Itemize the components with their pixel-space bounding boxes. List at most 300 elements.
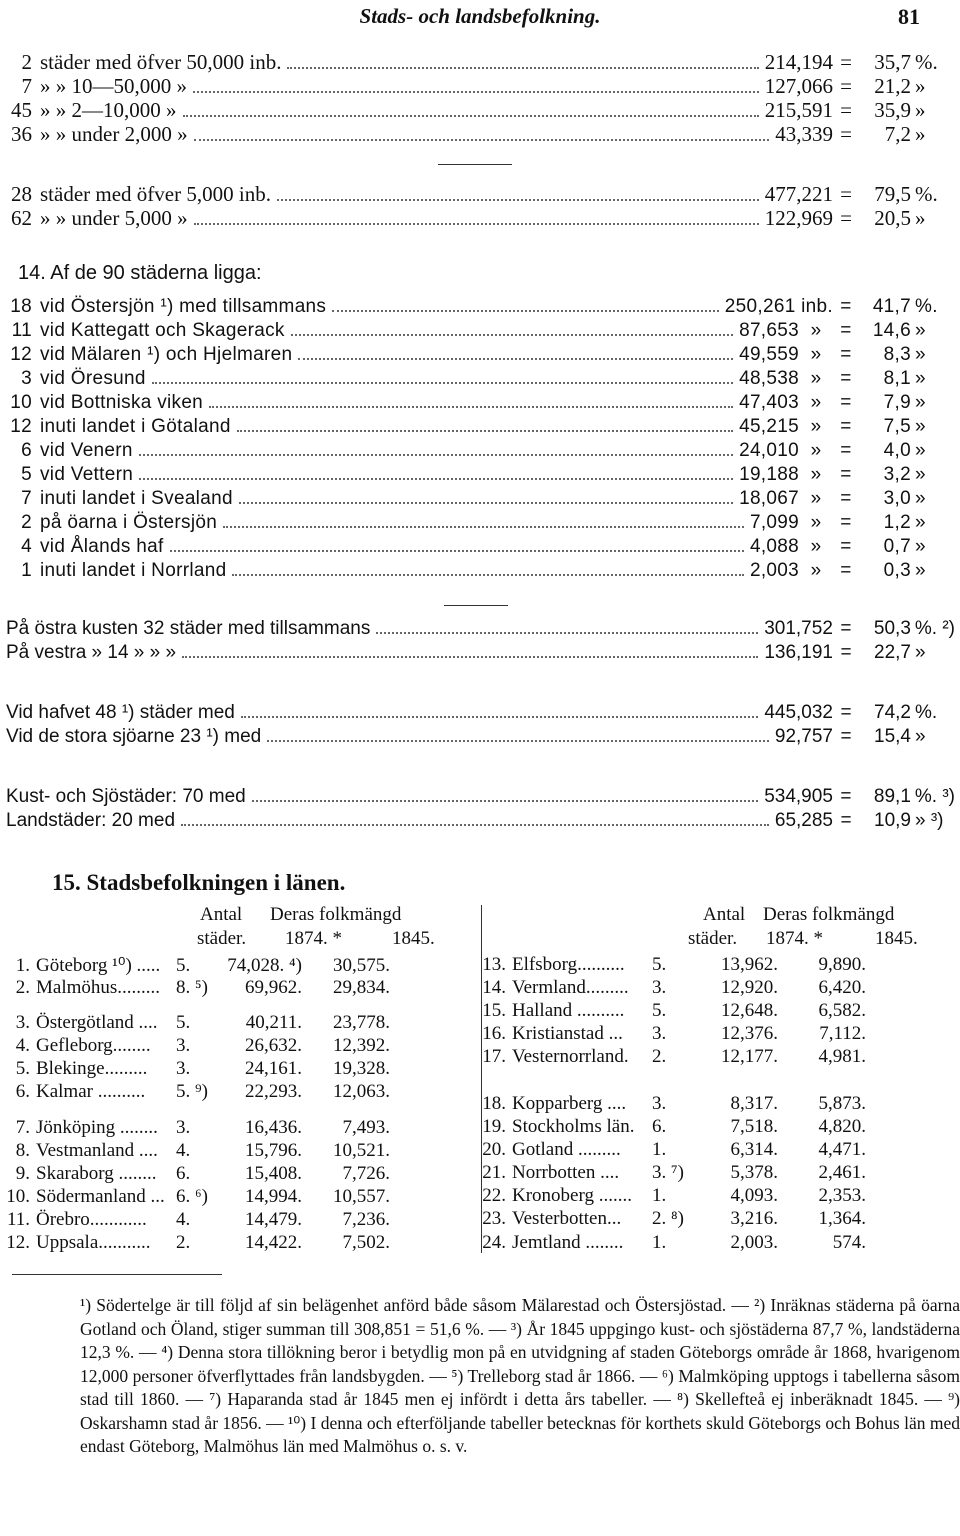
population-1874: 15,796. [245,1140,302,1161]
row-count: 12 [10,416,32,437]
equals-sign: = [840,122,852,146]
table-row [470,1116,866,1138]
stat-row [0,464,955,486]
leader-dots [267,740,769,742]
population-1845: 9,890. [818,954,866,975]
equals-sign: = [840,206,852,230]
county-name: Norrbotten .... [512,1162,620,1183]
row-value: 477,221 [764,182,833,206]
county-rank: 11. [6,1209,30,1230]
city-count: 5. [652,954,667,975]
row-value: 49,559 [739,344,799,365]
leader-dots [170,550,744,552]
county-rank: 18. [482,1093,506,1114]
leader-dots [194,223,759,225]
col-1845: 1845. [392,928,435,949]
county-name: Kopparberg .... [512,1093,627,1114]
county-rank: 21. [482,1162,506,1183]
population-1874: 12,177. [721,1046,778,1067]
table-row [470,1093,866,1115]
population-1874: 4,093. [730,1185,778,1206]
row-count: 6 [21,440,32,461]
separator [438,164,512,165]
table-row [0,954,390,977]
row-label: städer med öfver 50,000 inb. [40,50,282,74]
running-title: Stads- och landsbefolkning. [359,4,601,28]
stat-row [0,344,955,366]
row-unit: %. [915,296,938,317]
row-value: 19,188 [739,464,799,485]
equals-sign: = [840,618,852,639]
leader-dots [152,382,733,384]
row-value: 214,194 [764,50,833,74]
city-count: 4. [176,1140,191,1161]
equals-sign: = [840,642,852,663]
row-unit: » [915,726,926,747]
population-1874: 2,003. [730,1232,778,1253]
leader-dots [194,139,770,141]
col-1874: 1874. * [285,928,342,949]
row-value: 445,032 [764,702,833,723]
row-percent: 74,2 [874,702,911,723]
row-value: 47,403 [739,392,799,413]
row-ditto: » [810,464,822,485]
row-ditto: » [810,440,822,461]
leader-dots [291,334,733,336]
row-percent: 10,9 [874,810,911,831]
row-value: 136,191 [764,642,833,663]
equals-sign: = [840,296,852,317]
county-name: Jönköping ........ [36,1117,158,1138]
table-row [0,1163,390,1185]
row-unit: » [915,320,926,341]
row-unit: » [915,440,926,461]
county-rank: 3. [15,1012,30,1033]
row-label: På vestra » 14 » » » [6,642,177,663]
population-1874: 5,378. [730,1162,778,1183]
row-value: 18,067 [739,488,799,509]
row-label: vid Venern [40,440,133,461]
population-1845: 7,236. [342,1209,390,1230]
row-percent: 35,7 [874,50,911,74]
equals-sign: = [840,98,852,122]
row-value: 7,099 [749,512,799,533]
population-1874: 16,436. [245,1117,302,1138]
leader-dots [139,454,733,456]
population-1845: 574. [832,1232,866,1253]
table-row [470,1232,866,1254]
row-count: 45 [11,98,32,122]
row-percent: 3,0 [883,488,911,509]
row-label: inuti landet i Norrland [40,560,227,581]
row-count: 12 [10,344,32,365]
county-rank: 14. [482,977,506,998]
population-1845: 2,353. [818,1185,866,1206]
equals-sign: = [840,440,852,461]
county-rank: 23. [482,1208,506,1229]
row-count: 3 [21,368,32,389]
col-stader: städer. [197,928,247,949]
equals-sign: = [840,702,852,723]
row-label: vid Kattegatt och Skagerack [40,320,285,341]
row-percent: 3,2 [883,464,911,485]
row-count: 4 [21,536,32,557]
population-1845: 19,328. [333,1058,390,1079]
city-count: 5. ⁹) [176,1081,208,1102]
table-row [470,954,866,976]
population-1874: 14,422. [245,1232,302,1253]
row-unit: » [915,368,926,389]
row-label: inuti landet i Svealand [40,488,233,509]
county-name: Gefleborg........ [36,1035,151,1056]
row-count: 18 [10,296,32,317]
row-ditto: » [810,344,822,365]
row-count: 62 [11,206,32,230]
population-1874: 13,962. [721,954,778,975]
stat-row [0,368,955,390]
row-unit: » [915,74,926,98]
population-1874: 14,994. [245,1186,302,1207]
row-count: 36 [11,122,32,146]
equals-sign: = [840,726,852,747]
row-percent: 79,5 [874,182,911,206]
row-unit: %. [915,702,938,723]
equals-sign: = [840,810,852,831]
stat-row [0,560,955,582]
population-1845: 7,502. [342,1232,390,1253]
leader-dots [287,67,758,69]
table-row [0,1012,390,1034]
county-rank: 15. [482,1000,506,1021]
county-name: Halland .......... [512,1000,625,1021]
row-value: 92,757 [774,726,833,747]
row-count: 7 [21,74,32,98]
population-1874: 40,211. [245,1012,302,1033]
population-1874: 22,293. [245,1081,302,1102]
row-label: städer med öfver 5,000 inb. [40,182,271,206]
equals-sign: = [840,786,852,807]
leader-dots [209,406,733,408]
row-value: 43,339 [775,122,833,146]
column-divider [481,905,482,1253]
row-value: 4,088 [749,536,799,557]
county-rank: 12. [6,1232,30,1253]
population-1874: 12,920. [721,977,778,998]
equals-sign: = [840,368,852,389]
city-count: 5. [176,1012,191,1033]
row-percent: 0,3 [883,560,911,581]
separator [444,605,508,606]
population-1845: 29,834. [333,977,390,998]
city-count: 5. [176,955,191,976]
population-1874: 6,314. [730,1139,778,1160]
table-row [470,1162,866,1184]
row-value: 127,066 [764,74,833,98]
leader-dots [277,199,759,201]
stat-row [0,74,955,99]
row-ditto: » [810,560,822,581]
row-percent: 7,9 [883,392,911,413]
row-ditto: » [810,536,822,557]
county-name: Blekinge......... [36,1058,148,1079]
stat-row [6,810,955,832]
leader-dots [332,310,719,312]
county-rank: 16. [482,1023,506,1044]
section-15-heading: 15. Stadsbefolkningen i länen. [52,870,346,895]
stat-row [0,512,955,534]
county-rank: 1. [15,955,30,976]
row-label: vid Öresund [40,368,146,389]
section-14-heading: 14. Af de 90 städerna ligga: [18,262,262,284]
city-count: 4. [176,1209,191,1230]
row-count: 5 [21,464,32,485]
population-1874: 7,518. [730,1116,778,1137]
city-count: 1. [652,1232,667,1253]
row-ditto: » [810,512,822,533]
population-1874: 12,648. [721,1000,778,1021]
county-name: Kronoberg ....... [512,1185,632,1206]
stat-row [0,392,955,414]
population-1874: 8,317. [730,1093,778,1114]
leader-dots [376,632,758,634]
col-stader-right: städer. [688,928,738,949]
population-1845: 4,471. [818,1139,866,1160]
county-rank: 13. [482,954,506,975]
row-ditto: » [810,416,822,437]
equals-sign: = [840,464,852,485]
city-count: 3. [176,1058,191,1079]
equals-sign: = [840,182,852,206]
row-percent: 22,7 [874,642,911,663]
row-unit: » [915,416,926,437]
row-label: Vid hafvet 48 ¹) städer med [6,702,235,723]
row-percent: 50,3 [873,618,911,639]
table-row [0,1035,390,1057]
row-value: 87,653 [739,320,799,341]
row-label: På östra kusten 32 städer med tillsammans [6,618,371,639]
row-label: » » under 2,000 » [40,122,188,146]
row-label: » » under 5,000 » [40,206,188,230]
population-1845: 7,493. [342,1117,390,1138]
row-label: vid Vettern [40,464,134,485]
county-name: Örebro............ [36,1209,147,1230]
city-count: 3. [652,977,667,998]
page-header [0,4,960,30]
table-row [0,1058,390,1080]
population-1874: 26,632. [245,1035,302,1056]
row-unit: » [915,464,926,485]
county-name: Östergötland .... [36,1012,158,1033]
row-count: 11 [11,320,32,341]
footnote-rule [12,1274,222,1275]
county-rank: 17. [482,1046,506,1067]
county-name: Skaraborg ........ [36,1163,157,1184]
row-percent: 0,7 [883,536,911,557]
row-unit: » [915,98,926,122]
stat-row [0,440,955,462]
row-unit: » [915,560,926,581]
stat-row [0,536,955,558]
row-ditto: » [810,368,822,389]
table-row [0,1140,390,1162]
stat-row [0,296,955,318]
col-1874-right: 1874. * [766,928,823,949]
county-name: Södermanland ... [36,1186,165,1207]
stat-row [6,618,955,640]
row-label: vid Mälaren ¹) och Hjelmaren [40,344,293,365]
population-1845: 4,820. [818,1116,866,1137]
city-count: 6. ⁶) [176,1186,208,1207]
population-1845: 1,364. [818,1208,866,1229]
equals-sign: = [840,512,852,533]
leader-dots [239,502,733,504]
row-label: vid Ålands haf [40,536,164,557]
population-1845: 30,575. [333,955,390,976]
row-percent: 35,9 [874,98,911,122]
leader-dots [241,716,758,718]
leader-dots [223,526,744,528]
row-percent: 14,6 [872,320,911,341]
equals-sign: = [840,560,852,581]
leader-dots [298,358,733,360]
stat-row [0,98,955,123]
city-count: 5. [652,1000,667,1021]
population-1845: 6,420. [818,977,866,998]
table-row [470,977,866,999]
population-1845: 5,873. [818,1093,866,1114]
population-1845: 12,063. [333,1081,390,1102]
equals-sign: = [840,488,852,509]
row-unit: %. [915,50,938,74]
leader-dots [183,115,759,117]
county-name: Stockholms län. [512,1116,635,1137]
row-value: 24,010 [739,440,799,461]
row-unit: %. ²) [914,618,955,639]
stat-row [0,320,955,342]
row-label: inuti landet i Götaland [40,416,231,437]
county-rank: 5. [15,1058,30,1079]
row-value: 250,261 inb. [724,296,833,317]
row-unit: » [915,392,926,413]
row-label: » » 2—10,000 » [40,98,177,122]
row-value: 2,003 [749,560,799,581]
county-name: Vesternorrland. [512,1046,629,1067]
county-name: Vesterbotten... [512,1208,622,1229]
row-count: 1 [21,560,32,581]
county-name: Uppsala........... [36,1232,151,1253]
county-rank: 4. [15,1035,30,1056]
stat-row [6,786,955,808]
row-label: » » 10—50,000 » [40,74,187,98]
population-1874: 74,028. ⁴) [227,955,302,976]
row-label: Vid de stora sjöarne 23 ¹) med [6,726,262,747]
population-1874: 14,479. [245,1209,302,1230]
row-unit: » [915,344,926,365]
city-count: 3. [652,1023,667,1044]
row-value: 215,591 [764,98,833,122]
county-rank: 8. [15,1140,30,1161]
equals-sign: = [840,74,852,98]
city-count: 8. ⁵) [176,977,208,998]
county-name: Malmöhus......... [36,977,161,998]
table-row [470,1023,866,1045]
row-ditto: » [810,320,822,341]
row-unit: » [915,122,926,146]
row-label: Landstäder: 20 med [6,810,176,831]
stat-row [6,642,955,664]
col-1845-right: 1845. [875,928,918,949]
row-percent: 7,2 [884,122,911,146]
population-1845: 7,726. [342,1163,390,1184]
row-unit: » [915,206,926,230]
population-1845: 6,582. [818,1000,866,1021]
county-rank: 10. [6,1186,30,1207]
row-percent: 41,7 [872,296,911,317]
city-count: 2. [176,1232,191,1253]
row-percent: 1,2 [883,512,911,533]
row-percent: 8,3 [883,344,911,365]
row-percent: 15,4 [874,726,911,747]
row-unit: » [915,488,926,509]
county-name: Jemtland ........ [512,1232,624,1253]
leader-dots [139,478,733,480]
city-count: 3. ⁷) [652,1162,684,1183]
population-1874: 15,408. [245,1163,302,1184]
county-name: Kalmar .......... [36,1081,146,1102]
stat-row [0,50,955,75]
equals-sign: = [840,320,852,341]
equals-sign: = [840,344,852,365]
population-1874: 69,962. [245,977,302,998]
row-unit: » ³) [915,810,944,831]
population-1874: 24,161. [245,1058,302,1079]
population-1845: 23,778. [333,1012,390,1033]
county-name: Vestmanland .... [36,1140,158,1161]
row-unit: » [915,642,926,663]
city-count: 2. [652,1046,667,1067]
row-value: 45,215 [739,416,799,437]
city-count: 1. [652,1185,667,1206]
city-count: 3. [176,1117,191,1138]
city-count: 1. [652,1139,667,1160]
stat-row [6,702,955,724]
leader-dots [181,824,769,826]
row-count: 2 [21,50,32,74]
stat-row [0,206,955,231]
row-value: 301,752 [764,618,833,639]
county-rank: 24. [482,1232,506,1253]
col-antal-right: Antal [703,904,746,925]
row-label: vid Bottniska viken [40,392,204,413]
leader-dots [182,656,758,658]
county-name: Elfsborg.......... [512,954,625,975]
table-row [0,1232,390,1254]
population-1874: 3,216. [730,1208,778,1229]
row-value: 534,905 [764,786,833,807]
row-label: Kust- och Sjöstäder: 70 med [6,786,246,807]
row-count: 2 [21,512,32,533]
footnotes: ¹) Södertelge är till följd af sin belägenhet anförd både såsom Mälarestad och Östersjöstad. — ²) Inräknas städerna på öarna Gotland och Öland, stiger summan till 308,851 = 51,6 %. — ³) År 1845 uppgingo kust- och sjöstäderna 87,7 %, landstäderna 12,3 %. — ⁴) Denna stora tillökning beror i betydlig mon på en utvidgning af staden Göteborgs område år 1868, hvarigenom 12,000 personer öfverflyttades från landsbygden. — ⁵) Trelleborg stad år 1866. — ⁶) Malmköping upptogs i tabellerna såsom stad till 1860. — ⁷) Haparanda stad år 1845 men ej infördt i detta års tabeller. — ⁸) Skellefteå ej inberäknadt 1845. — ⁹) Oskarshamn stad år 1856. — ¹⁰) I denna och efterföljande tabeller betecknas för korthets skuld Göteborgs och Bohus län med endast Göteborg, Malmöhus län med Malmöhus o. s. v. [80,1295,960,1456]
population-1845: 10,557. [333,1186,390,1207]
table-row [470,1139,866,1161]
col-deras-right: Deras folkmängd [763,904,895,925]
stat-row [0,416,955,438]
row-ditto: » [810,488,822,509]
county-rank: 2. [15,977,30,998]
county-rank: 20. [482,1139,506,1160]
table-row [470,1208,866,1230]
table-row [470,1046,866,1068]
